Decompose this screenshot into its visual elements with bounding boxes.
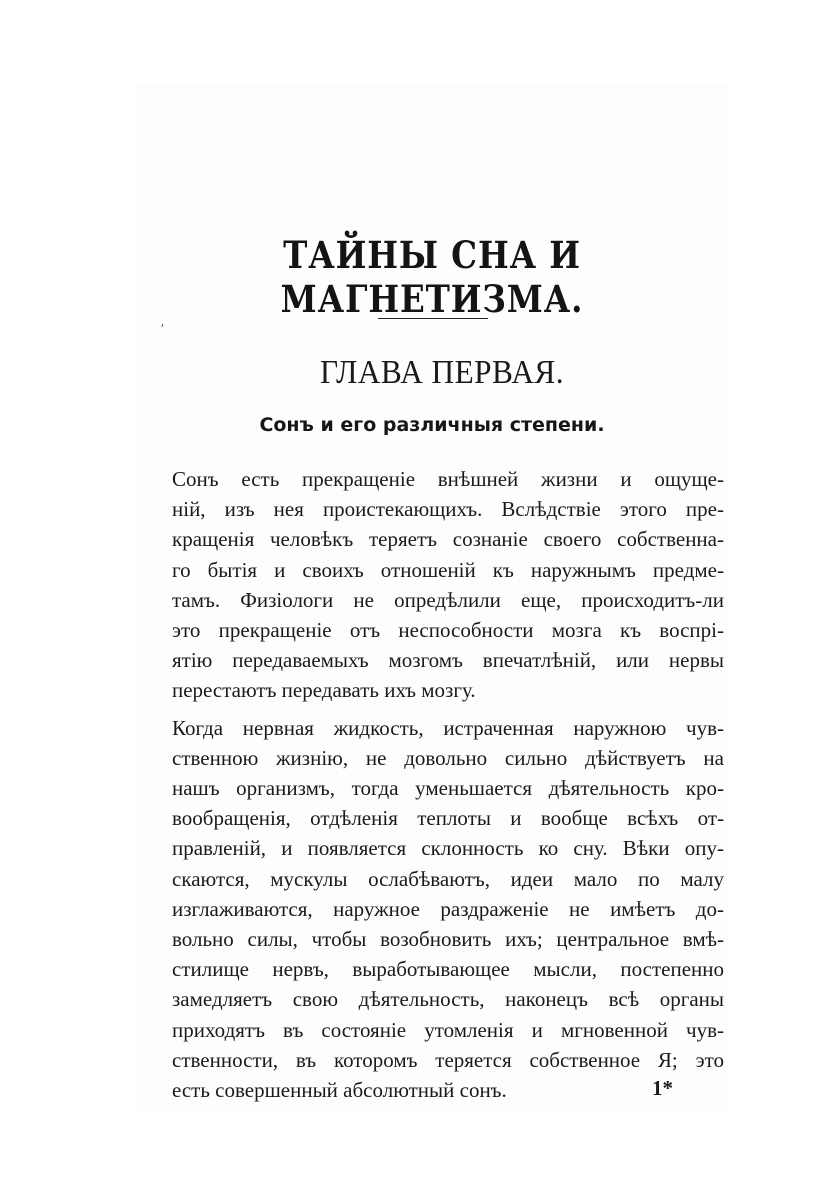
text-line: вообращенія, отдѣленія теплоты и вообще всѣхъ от- — [172, 806, 724, 831]
text-line: стилище нервъ, выработывающее мысли, постепенно — [172, 957, 724, 982]
page-number: 1* — [652, 1076, 673, 1100]
text-line: ній, изъ нея проистекающихъ. Вслѣдствіе этого пре- — [172, 497, 724, 522]
text-line: ственною жизнію, не довольно сильно дѣйствуетъ на — [172, 745, 724, 770]
text-line: скаются, мускулы ослабѣваютъ, идеи мало по малу — [172, 866, 724, 891]
text-line: это прекращеніе отъ неспособности мозга къ воспрі- — [172, 618, 724, 643]
text-line: Сонъ есть прекращеніе внѣшней жизни и ощуще- — [172, 467, 724, 491]
text-line: Когда нервная жидкость, истраченная наружною чув- — [172, 715, 724, 740]
text-line: нашъ организмъ, тогда уменьшается дѣятельность кро- — [172, 776, 724, 801]
text-line: изглаживаются, наружное раздраженіе не имѣетъ до- — [172, 896, 724, 921]
body-text — [172, 464, 724, 1105]
title-divider — [378, 318, 488, 319]
text-line: замедляетъ свою дѣятельность, наконецъ всѣ органы — [172, 987, 724, 1012]
text-line: приходятъ въ состояніе утомленія и мгновенной чув- — [172, 1017, 724, 1042]
text-line: го бытія и своихъ отношеній къ наружнымъ предме- — [172, 557, 724, 582]
text-line: есть совершенный абсолютный сонъ. — [172, 1078, 507, 1103]
book-title: ТАЙНЫ СНА И МАГНЕТИЗМА. — [280, 233, 584, 321]
chapter-heading: ГЛАВА ПЕРВАЯ. — [319, 354, 565, 391]
text-line: правленій, и появляется склонность ко сну. Вѣки опу- — [172, 836, 724, 861]
text-line: ственности, въ которомъ теряется собственное Я; это — [172, 1047, 724, 1072]
section-heading: Сонъ и его различныя степени. — [259, 414, 605, 436]
text-line: перестаютъ передавать ихъ мозгу. — [172, 678, 476, 703]
text-line: кращенія человѣкъ теряетъ сознаніе своего собственна- — [172, 527, 724, 552]
stray-mark: ʼ — [160, 322, 164, 336]
text-line: ятію передаваемыхъ мозгомъ впечатлѣній, или нервы — [172, 648, 724, 673]
text-line: тамъ. Физіологи не опредѣлили еще, происходитъ-ли — [172, 587, 724, 612]
text-line: вольно силы, чтобы возобновить ихъ; центральное вмѣ- — [172, 927, 724, 952]
paragraph-gap — [172, 706, 724, 713]
